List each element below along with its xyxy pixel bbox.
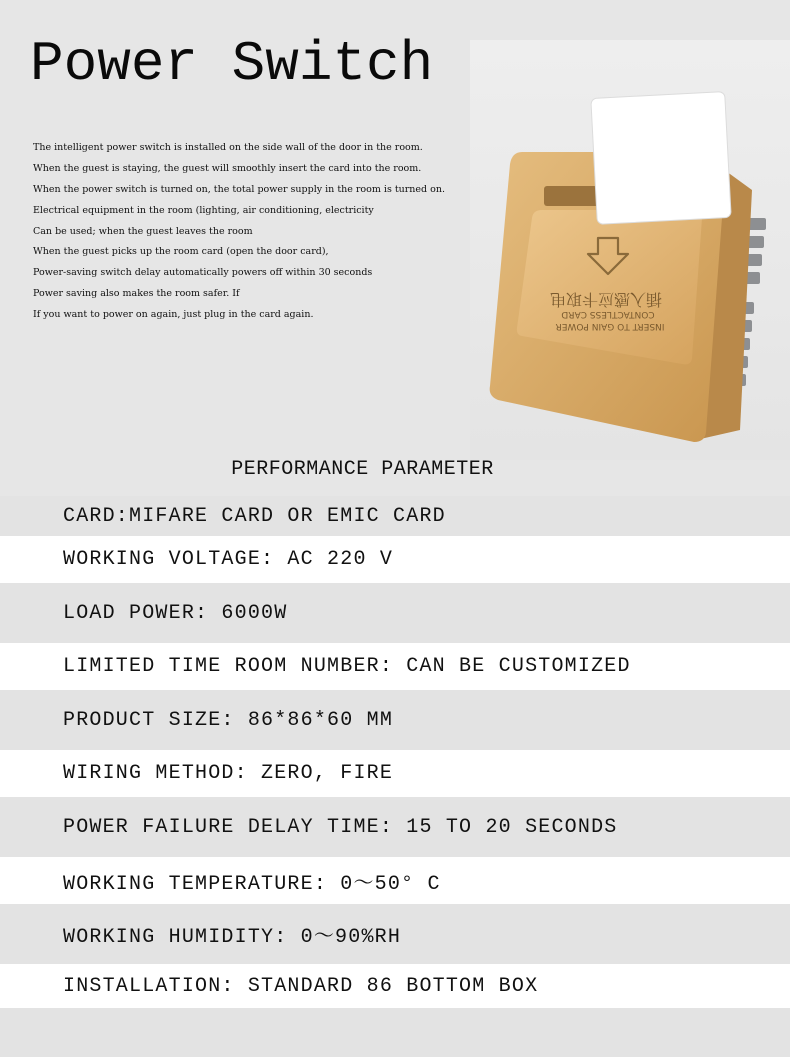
inserted-card-icon (591, 92, 731, 225)
description-line: Power saving also makes the room safer. If (33, 288, 240, 300)
description-line: Electrical equipment in the room (lighting, air conditioning, electricity (33, 204, 374, 216)
description-line: When the guest picks up the room card (open the door card), (33, 246, 329, 258)
spec-row: POWER FAILURE DELAY TIME: 15 TO 20 SECONDS (0, 797, 790, 857)
spec-row: WORKING TEMPERATURE: 0～50° C (0, 857, 790, 904)
page-title: Power Switch (30, 32, 434, 96)
description-line: When the power switch is turned on, the total power supply in the room is turned on. (33, 183, 446, 195)
performance-parameter-heading: PERFORMANCE PARAMETER (231, 458, 494, 481)
description-line: If you want to power on again, just plug in the card again. (33, 309, 314, 321)
switch-label-en-1: CONTACTLESS CARD (561, 309, 655, 319)
spec-row: CARD:MIFARE CARD OR EMIC CARD (0, 496, 790, 536)
spec-row: LOAD POWER: 6000W (0, 583, 790, 643)
spec-row: WORKING HUMIDITY: 0～90%RH (0, 904, 790, 964)
spec-row: LIMITED TIME ROOM NUMBER: CAN BE CUSTOMIZED (0, 643, 790, 690)
description-line: Power-saving switch delay automatically powers off within 30 seconds (33, 267, 373, 279)
spec-row: WORKING VOLTAGE: AC 220 V (0, 536, 790, 583)
spec-row: PRODUCT SIZE: 86*86*60 MM (0, 690, 790, 750)
switch-label-cn: 插入感应卡取电 (549, 290, 663, 309)
spec-row: INSTALLATION: STANDARD 86 BOTTOM BOX (0, 964, 790, 1008)
switch-label-en-2: INSERT TO GAIN POWER (555, 321, 665, 331)
product-image (470, 40, 790, 460)
description-line: When the guest is staying, the guest will smoothly insert the card into the room. (33, 162, 422, 174)
description-line: Can be used; when the guest leaves the room (33, 225, 253, 237)
spec-row: WIRING METHOD: ZERO, FIRE (0, 750, 790, 797)
description-line: The intelligent power switch is installed on the side wall of the door in the room. (33, 142, 423, 153)
